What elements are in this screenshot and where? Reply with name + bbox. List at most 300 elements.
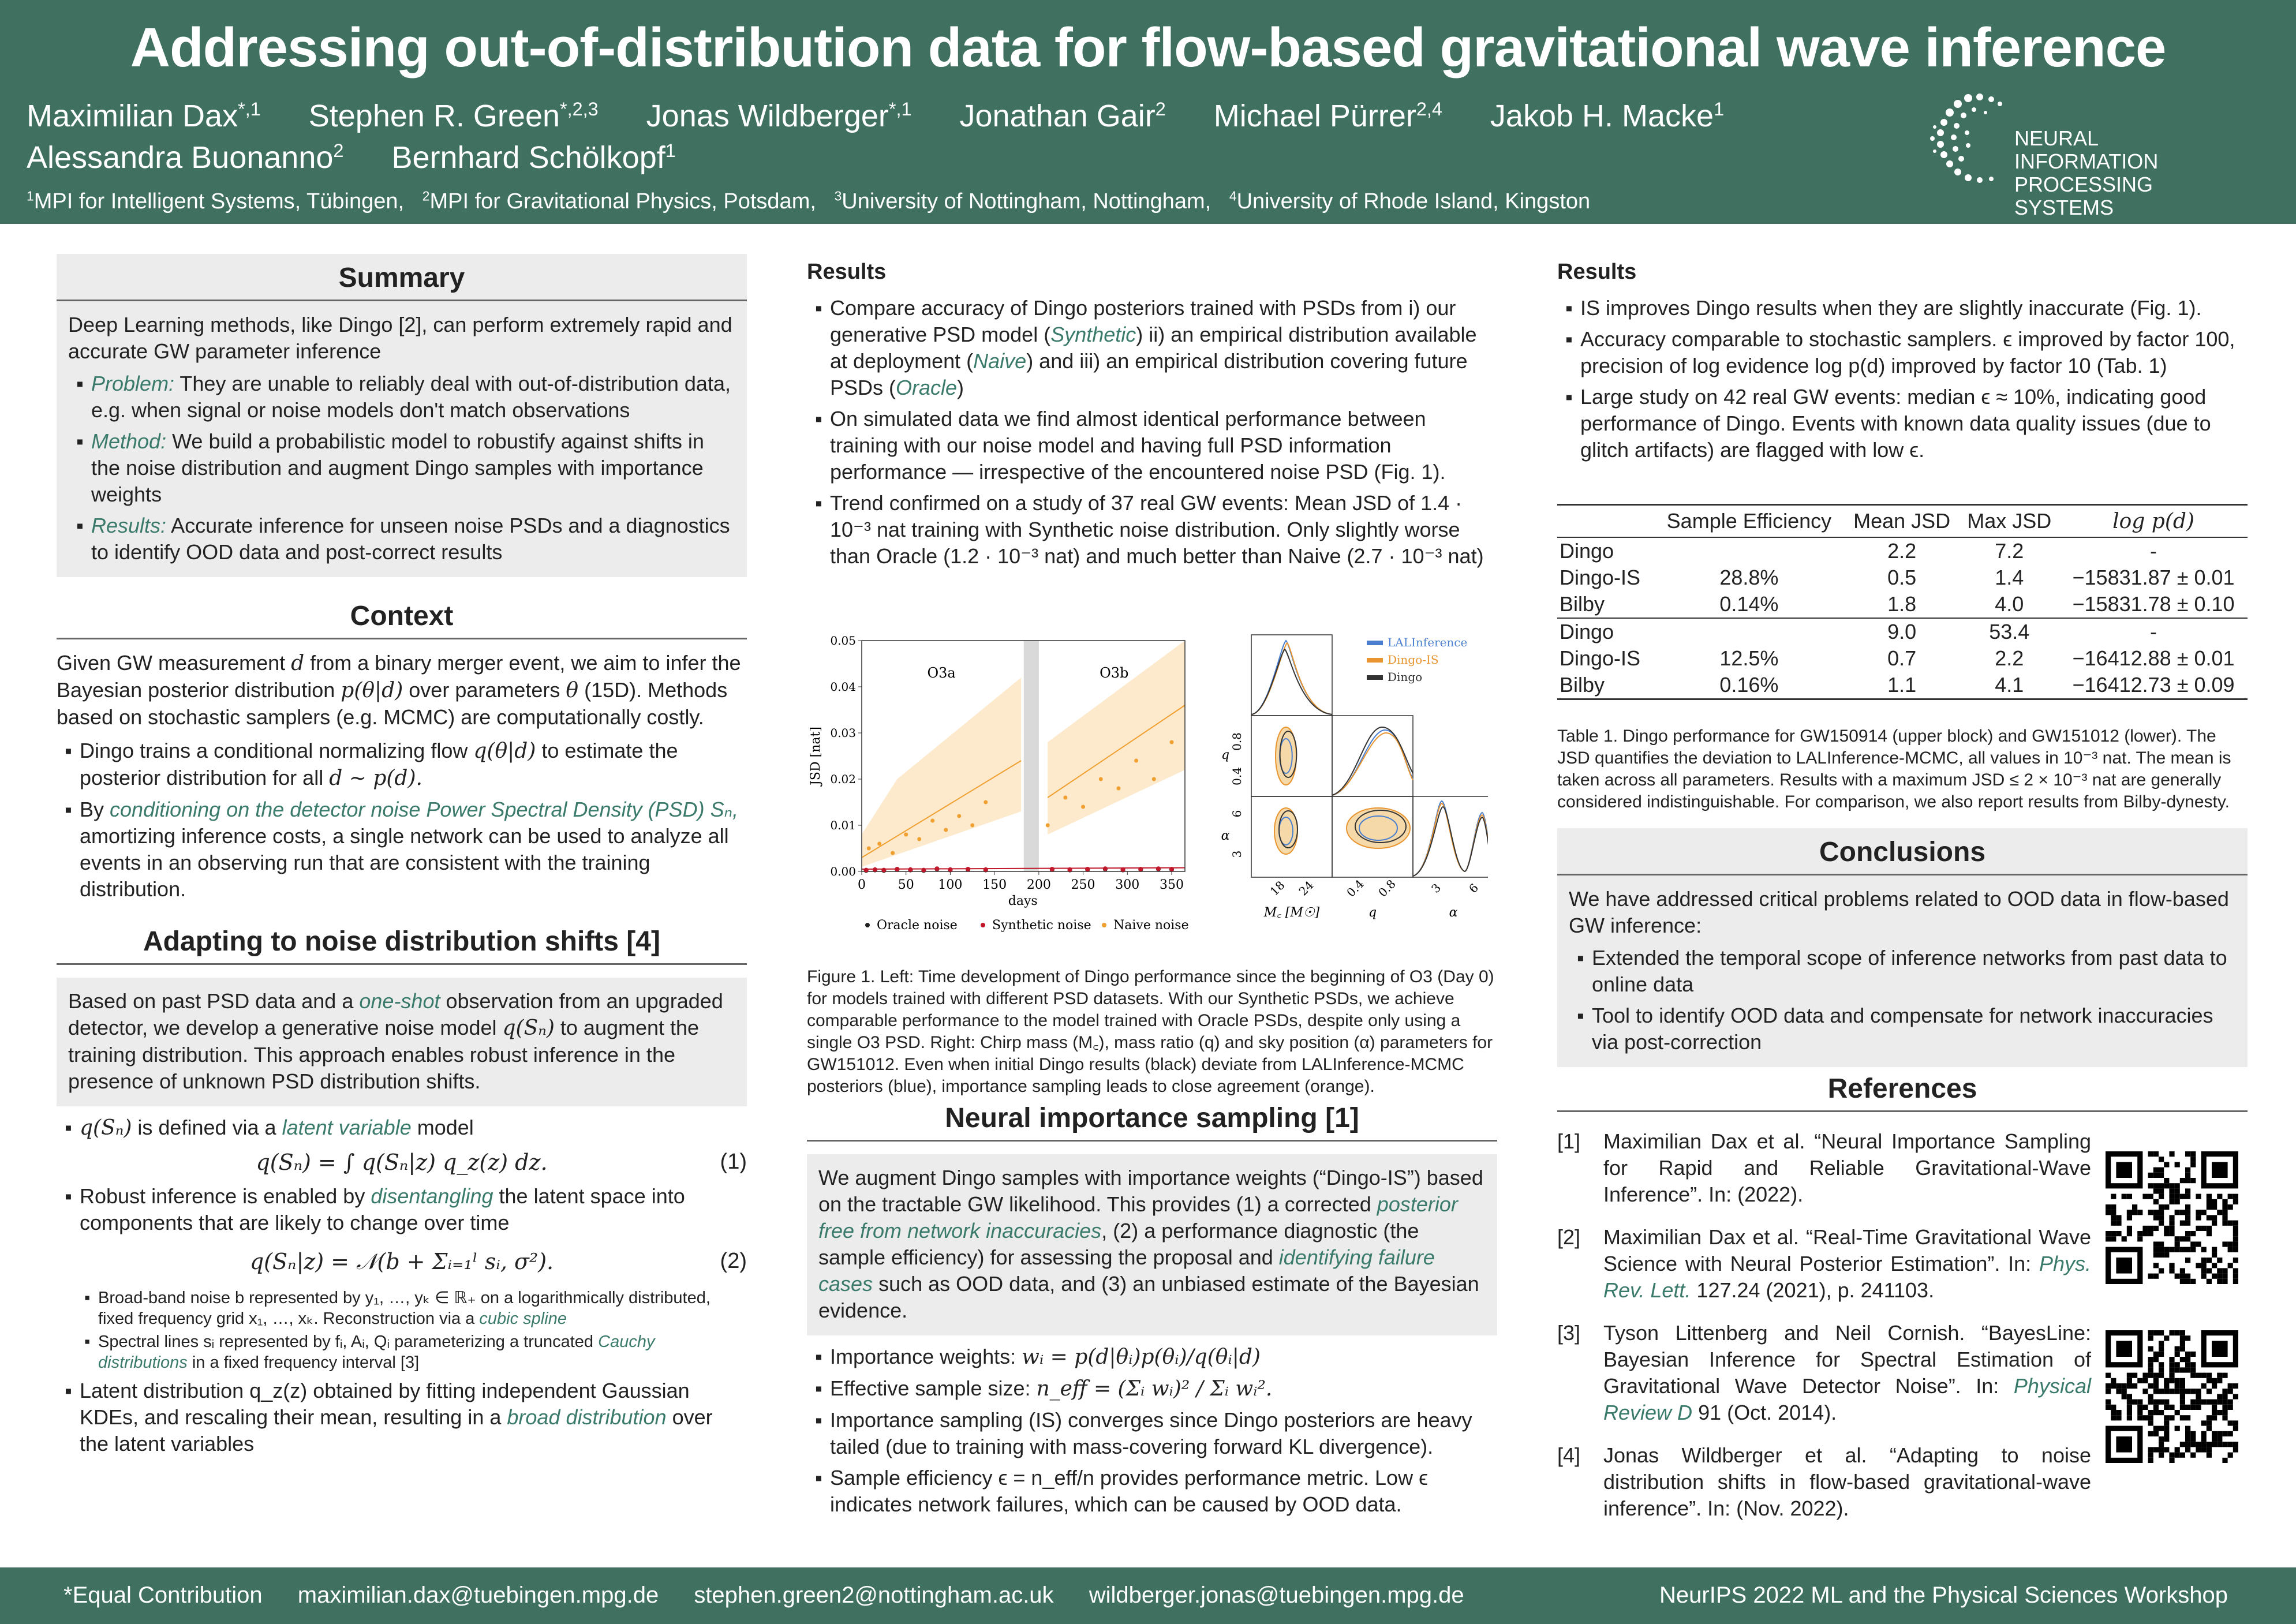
adapting-subitem: ▪ Spectral lines sᵢ represented by fᵢ, Aᵢ, Qᵢ parameterizing a truncated Cauchy distributions in a fixed frequency interval [3] [57,1331,747,1373]
data-point-synthetic-noise [948,867,952,872]
legend-label: Naive noise [1113,918,1189,933]
context-heading: Context [57,600,747,639]
qr-module [2180,1330,2185,1335]
qr-module [2222,1458,2227,1463]
qr-module [2212,1415,2217,1420]
conclusions-item: ▪ Extended the temporal scope of inference networks from past data to online data [1569,945,2236,998]
data-point-synthetic-noise [1156,866,1161,871]
qr-module [2116,1410,2121,1415]
qr-module [2153,1431,2159,1436]
qr-module [2217,1442,2222,1447]
qr-module [2233,1442,2238,1447]
results-right-item: ▪ IS improves Dingo results when they are slightly inaccurate (Fig. 1). [1557,295,2248,321]
qr-module [2122,1194,2127,1199]
qr-module [2233,1247,2238,1252]
qr-module [2185,1447,2190,1452]
qr-module [2207,1258,2212,1263]
qr-module [2111,1210,2116,1215]
qr-module [2111,1383,2116,1389]
qr-module [2233,1221,2238,1226]
qr-module [2127,1373,2132,1378]
table-header: Mean JSD [1845,505,1960,538]
qr-module [2185,1194,2190,1199]
data-point-synthetic-noise [1050,867,1054,871]
data-point-naive-noise [917,837,921,841]
qr-module [2180,1357,2185,1362]
qr-module [2180,1236,2185,1241]
y-tick-label: 0.05 [830,634,856,648]
qr-module [2212,1436,2217,1442]
results-item: ▪ Compare accuracy of Dingo posteriors trained with PSDs from i) our generative PSD model (Synthetic) ii) an empirical distribution available at deployment (Naive) and iii) an empirical distribution covering future PSDs (Oracle) [807,295,1497,401]
qr-module [2175,1183,2180,1188]
affiliations: $^1$MPI for Intelligent Systems, Tübingen, $^2$MPI for Gravitational Physics, Potsdam, $^3$University of Nottingham, Nottingham, $^4$University of Rhode Island, Kingston [27,188,1591,214]
qr-module [2159,1221,2164,1226]
qr-module [2185,1357,2190,1362]
x-tick-label: 3 [1429,881,1444,896]
qr-module [2127,1210,2132,1215]
qr-module [2217,1274,2222,1279]
y-tick-label: 0.02 [830,772,856,786]
qr-module [2233,1226,2238,1231]
qr-module [2164,1226,2169,1231]
qr-module [2207,1420,2212,1425]
qr-module [2175,1210,2180,1215]
qr-module [2159,1241,2164,1247]
results-item: ▪ On simulated data we find almost identical performance between training with our noise model and having full PSD information performance — irrespective of the encountered noise PSD (Fig. 1). [807,406,1497,485]
o3b-annotation: O3b [1100,665,1129,681]
qr-module [2201,1431,2207,1436]
legend-swatch [1367,675,1383,680]
table-row: Bilby 0.16% 1.1 4.1 −16412.73 ± 0.09 [1557,672,2248,699]
qr-module [2148,1458,2153,1463]
qr-module [2185,1210,2190,1215]
data-point-synthetic-noise [1103,866,1108,871]
marginal-curve [1332,727,1413,795]
qr-module [2127,1194,2132,1199]
qr-module [2111,1405,2116,1410]
qr-module [2180,1274,2185,1279]
qr-module [2233,1199,2238,1204]
x-axis-label: days [1008,894,1038,908]
marginal-curve [1413,801,1488,876]
qr-module [2159,1173,2164,1178]
qr-module [2217,1431,2222,1436]
qr-module [2228,1263,2233,1268]
qr-module [2190,1373,2196,1378]
qr-module [2153,1210,2159,1215]
qr-module [2159,1426,2164,1431]
table-header: Sample Efficiency [1654,505,1845,538]
qr-module [2185,1258,2190,1263]
qr-module [2127,1415,2132,1420]
qr-module [2159,1453,2164,1458]
qr-module [2190,1367,2196,1372]
qr-module [2132,1383,2137,1389]
qr-module [2122,1389,2127,1394]
y-tick-label: 0.04 [830,680,856,694]
data-point-synthetic-noise [864,868,869,873]
qr-module [2222,1431,2227,1436]
qr-module [2153,1383,2159,1389]
qr-module [2159,1188,2164,1193]
header-banner [0,0,2296,224]
qr-module [2185,1405,2190,1410]
qr-module [2137,1231,2142,1236]
qr-module [2148,1420,2153,1425]
qr-module [2212,1221,2217,1226]
qr-module [2159,1341,2164,1346]
qr-module [2185,1168,2190,1173]
qr-module [2222,1415,2227,1420]
context-paragraph: Given GW measurement d from a binary merger event, we aim to infer the Bayesian posterior distribution p(θ|d) over parameters θ (15D). Methods based on stochastic samplers (e.g. MCMC) are computationally costly. [57,651,741,729]
qr-finder [2116,1341,2132,1357]
qr-module [2207,1389,2212,1394]
qr-module [2207,1231,2212,1236]
qr-module [2201,1436,2207,1442]
qr-module [2175,1247,2180,1252]
corner-panel [1413,796,1488,877]
qr-module [2228,1431,2233,1436]
qr-module [2159,1362,2164,1367]
qr-module [2190,1279,2196,1284]
neurips-logo [1928,87,2228,219]
data-point-synthetic-noise [1085,867,1090,871]
qr-code-icon[interactable] [2106,1151,2238,1284]
y-tick-label: 0.03 [830,726,856,740]
logo-text: NEURAL INFORMATION PROCESSING SYSTEMS [2014,126,2159,219]
qr-module [2201,1263,2207,1268]
qr-module [2201,1268,2207,1273]
qr-module [2116,1231,2121,1236]
contact-email[interactable]: maximilian.dax@tuebingen.mpg.de [297,1582,659,1608]
qr-module [2159,1367,2164,1372]
marginal-curve [1413,807,1488,876]
qr-module [2164,1204,2169,1210]
qr-module [2201,1274,2207,1279]
x-tick-label: 24 [1296,878,1317,899]
results-right-item: ▪ Accuracy comparable to stochastic samplers. ϵ improved by factor 100, precision of log evidence log p(d) improved by factor 10 (Tab. 1) [1557,326,2248,379]
qr-module [2169,1199,2174,1204]
qr-module [2159,1168,2164,1173]
y-tick-label: 0.8 [1230,732,1244,751]
qr-module [2111,1410,2116,1415]
qr-module [2228,1194,2233,1199]
qr-module [2201,1383,2207,1389]
qr-module [2185,1436,2190,1442]
x-tick-label: 200 [1026,878,1051,892]
adapting-item: ▪ q(Sₙ) is defined via a latent variable model [57,1114,747,1142]
qr-module [2169,1215,2174,1220]
marginal-curve [1413,803,1488,876]
qr-module [2148,1373,2153,1378]
contact-email[interactable]: stephen.green2@nottingham.ac.uk [694,1582,1054,1608]
qr-module [2196,1400,2201,1405]
qr-finder [2116,1436,2132,1453]
qr-module [2190,1231,2196,1236]
summary-item: ▪ Problem: They are unable to reliably deal with out-of-distribution data, e.g. when signal or noise models don't match observations [68,371,735,424]
qr-module [2222,1215,2227,1220]
qr-module [2159,1436,2164,1442]
qr-module [2180,1383,2185,1389]
author: Jonathan Gair$^2$ [959,99,1166,133]
qr-module [2228,1221,2233,1226]
qr-module [2233,1231,2238,1236]
qr-module [2207,1199,2212,1204]
qr-module [2142,1373,2148,1378]
right-column [1557,254,2248,1522]
qr-module [2207,1378,2212,1383]
middle-column [807,254,1497,1516]
footer-contacts [63,1582,1493,1608]
qr-module [2159,1389,2164,1394]
qr-module [2201,1247,2207,1252]
qr-module [2190,1436,2196,1442]
context-item: ▪ By conditioning on the detector noise Power Spectral Density (PSD) Sₙ, amortizing inference costs, a single network can be used to analyze all events in an observing run that are consistent with the training distribution. [57,796,747,903]
legend-label: Dingo-IS [1388,653,1439,667]
qr-module [2228,1247,2233,1252]
qr-module [2175,1362,2180,1367]
qr-module [2164,1431,2169,1436]
qr-module [2122,1383,2127,1389]
qr-module [2169,1194,2174,1199]
qr-module [2106,1405,2111,1410]
qr-module [2111,1215,2116,1220]
legend-swatch [1367,658,1383,663]
qr-module [2217,1210,2222,1215]
author: Stephen R. Green$^{*,2,3}$ [308,99,599,133]
qr-module [2153,1188,2159,1193]
qr-module [2137,1415,2142,1420]
qr-module [2148,1183,2153,1188]
qr-module [2185,1188,2190,1193]
qr-module [2148,1415,2153,1420]
author: Alessandra Buonanno$^2$ [27,140,344,175]
x-tick-label: 50 [898,878,914,892]
qr-module [2180,1394,2185,1399]
qr-module [2159,1352,2164,1357]
data-point-naive-noise [984,800,988,804]
table-row: Dingo 9.0 53.4 - [1557,618,2248,645]
qr-module [2175,1346,2180,1352]
x-tick-label: 300 [1115,878,1140,892]
qr-module [2169,1221,2174,1226]
results-heading: Results [807,260,887,284]
qr-module [2207,1447,2212,1452]
qr-module [2159,1247,2164,1252]
equal-contribution-note: *Equal Contribution [63,1582,263,1608]
qr-module [2180,1415,2185,1420]
y-tick-label: 0.00 [830,865,856,878]
qr-module [2164,1231,2169,1236]
qr-module [2153,1373,2159,1378]
qr-module [2106,1236,2111,1241]
qr-module [2127,1215,2132,1220]
qr-module [2159,1346,2164,1352]
qr-module [2153,1168,2159,1173]
qr-module [2212,1410,2217,1415]
summary-item: ▪ Method: We build a probabilistic model to robustify against shifts in the noise distribution and augment Dingo samples with importance weights [68,428,735,508]
qr-finder [2212,1162,2228,1178]
x-tick-label: 100 [938,878,963,892]
qr-module [2164,1183,2169,1188]
conclusions-intro: We have addressed critical problems related to OOD data in flow-based GW inference: [1569,887,2229,937]
data-point-synthetic-noise [1068,867,1072,872]
qr-module [2185,1389,2190,1394]
qr-module [2153,1330,2159,1335]
qr-module [2142,1378,2148,1383]
adapting-item: ▪ Robust inference is enabled by disentangling the latent space into components that are likely to change over time [57,1183,747,1236]
qr-module [2175,1236,2180,1241]
qr-module [2185,1335,2190,1341]
qr-module [2159,1215,2164,1220]
qr-module [2159,1252,2164,1258]
qr-module [2201,1258,2207,1263]
x-tick-label: 150 [982,878,1007,892]
x-tick-label: 0.4 [1344,877,1367,900]
author: Maximilian Dax$^{*,1}$ [27,99,261,133]
qr-module [2207,1226,2212,1231]
qr-module [2164,1405,2169,1410]
conclusions-box [1557,828,2248,1067]
qr-module [2180,1378,2185,1383]
data-point-synthetic-noise [966,867,970,871]
qr-module [2185,1204,2190,1210]
qr-module [2207,1442,2212,1447]
qr-module [2159,1194,2164,1199]
qr-module [2159,1183,2164,1188]
qr-module [2233,1274,2238,1279]
qr-module [2185,1442,2190,1447]
qr-module [2222,1389,2227,1394]
qr-module [2190,1247,2196,1252]
qr-module [2212,1199,2217,1204]
qr-module [2175,1447,2180,1452]
data-point-naive-noise [1134,759,1138,763]
qr-module [2180,1453,2185,1458]
reference-item: [2] Maximilian Dax et al. “Real-Time Gravitational Wave Science with Neural Posterior Estimation”. In: Phys. Rev. Lett. 127.24 (2021), p. 241103. [1557,1225,2091,1302]
qr-module [2212,1442,2217,1447]
qr-module [2164,1247,2169,1252]
qr-module [2169,1373,2174,1378]
qr-module [2185,1367,2190,1372]
data-point-synthetic-noise [1121,867,1125,872]
qr-module [2153,1274,2159,1279]
legend-marker [981,923,985,927]
adapting-item: ▪ Latent distribution q_z(z) obtained by fitting independent Gaussian KDEs, and rescaling their mean, resulting in a broad distribution over the latent variables [57,1378,747,1457]
qr-module [2180,1400,2185,1405]
qr-module [2185,1431,2190,1436]
results-right-heading: Results [1557,260,1637,284]
qr-module [2164,1389,2169,1394]
qr-module [2169,1188,2174,1193]
qr-module [2207,1426,2212,1431]
qr-module [2164,1436,2169,1442]
data-point-naive-noise [1169,740,1173,744]
qr-module [2222,1405,2227,1410]
qr-module [2148,1346,2153,1352]
qr-module [2228,1405,2233,1410]
qr-module [2153,1183,2159,1188]
qr-code-icon[interactable] [2106,1330,2238,1463]
qr-module [2201,1400,2207,1405]
qr-module [2207,1415,2212,1420]
author: Jakob H. Macke$^1$ [1490,99,1725,133]
data-point-synthetic-noise [934,866,939,871]
qr-module [2164,1415,2169,1420]
table-row: Dingo-IS 12.5% 0.7 2.2 −16412.88 ± 0.01 [1560,646,2235,670]
x-tick-label: 0 [858,878,866,892]
qr-module [2190,1453,2196,1458]
qr-module [2180,1405,2185,1410]
qr-module [2212,1383,2217,1389]
qr-module [2190,1157,2196,1162]
qr-module [2180,1221,2185,1226]
contact-email[interactable]: wildberger.jonas@tuebingen.mpg.de [1089,1582,1464,1608]
qr-module [2190,1362,2196,1367]
qr-module [2207,1268,2212,1273]
data-point-naive-noise [1152,777,1156,781]
conclusions-heading: Conclusions [1557,828,2248,875]
qr-module [2164,1162,2169,1167]
qr-module [2116,1389,2121,1394]
qr-module [2142,1194,2148,1199]
data-point-naive-noise [867,847,871,851]
conclusions-item: ▪ Tool to identify OOD data and compensate for network inaccuracies via post-correction [1569,1002,2236,1056]
qr-module [2196,1263,2201,1268]
qr-module [2127,1383,2132,1389]
qr-module [2233,1420,2238,1425]
qr-module [2153,1215,2159,1220]
qr-module [2169,1458,2174,1463]
qr-module [2159,1442,2164,1447]
qr-module [2196,1389,2201,1394]
qr-module [2148,1210,2153,1215]
authors-line-2 [27,140,715,175]
qr-module [2228,1442,2233,1447]
qr-module [2175,1389,2180,1394]
nis-item: ▪ Importance sampling (IS) converges since Dingo posteriors are heavy tailed (due to training with mass-covering forward KL divergence). [807,1407,1497,1460]
poster-title: Addressing out-of-distribution data for flow-based gravitational wave inference [130,17,2166,78]
qr-module [2222,1268,2227,1273]
qr-module [2185,1173,2190,1178]
qr-module [2127,1378,2132,1383]
qr-module [2142,1415,2148,1420]
qr-module [2180,1268,2185,1273]
qr-module [2196,1215,2201,1220]
qr-module [2207,1400,2212,1405]
qr-module [2185,1236,2190,1241]
y-axis-label: q [1221,748,1230,762]
y-axis-label: α [1221,829,1230,843]
qr-module [2111,1204,2116,1210]
qr-module [2207,1373,2212,1378]
legend-label: Dingo [1388,670,1423,684]
qr-module [2175,1194,2180,1199]
qr-module [2148,1362,2153,1367]
qr-module [2106,1400,2111,1405]
data-point-synthetic-noise [1169,867,1174,871]
qr-module [2153,1426,2159,1431]
qr-module [2148,1231,2153,1236]
qr-module [2233,1426,2238,1431]
qr-module [2148,1400,2153,1405]
qr-module [2169,1247,2174,1252]
qr-module [2106,1373,2111,1378]
qr-module [2180,1178,2185,1183]
qr-module [2132,1210,2137,1215]
qr-module [2169,1367,2174,1372]
qr-module [2142,1405,2148,1410]
